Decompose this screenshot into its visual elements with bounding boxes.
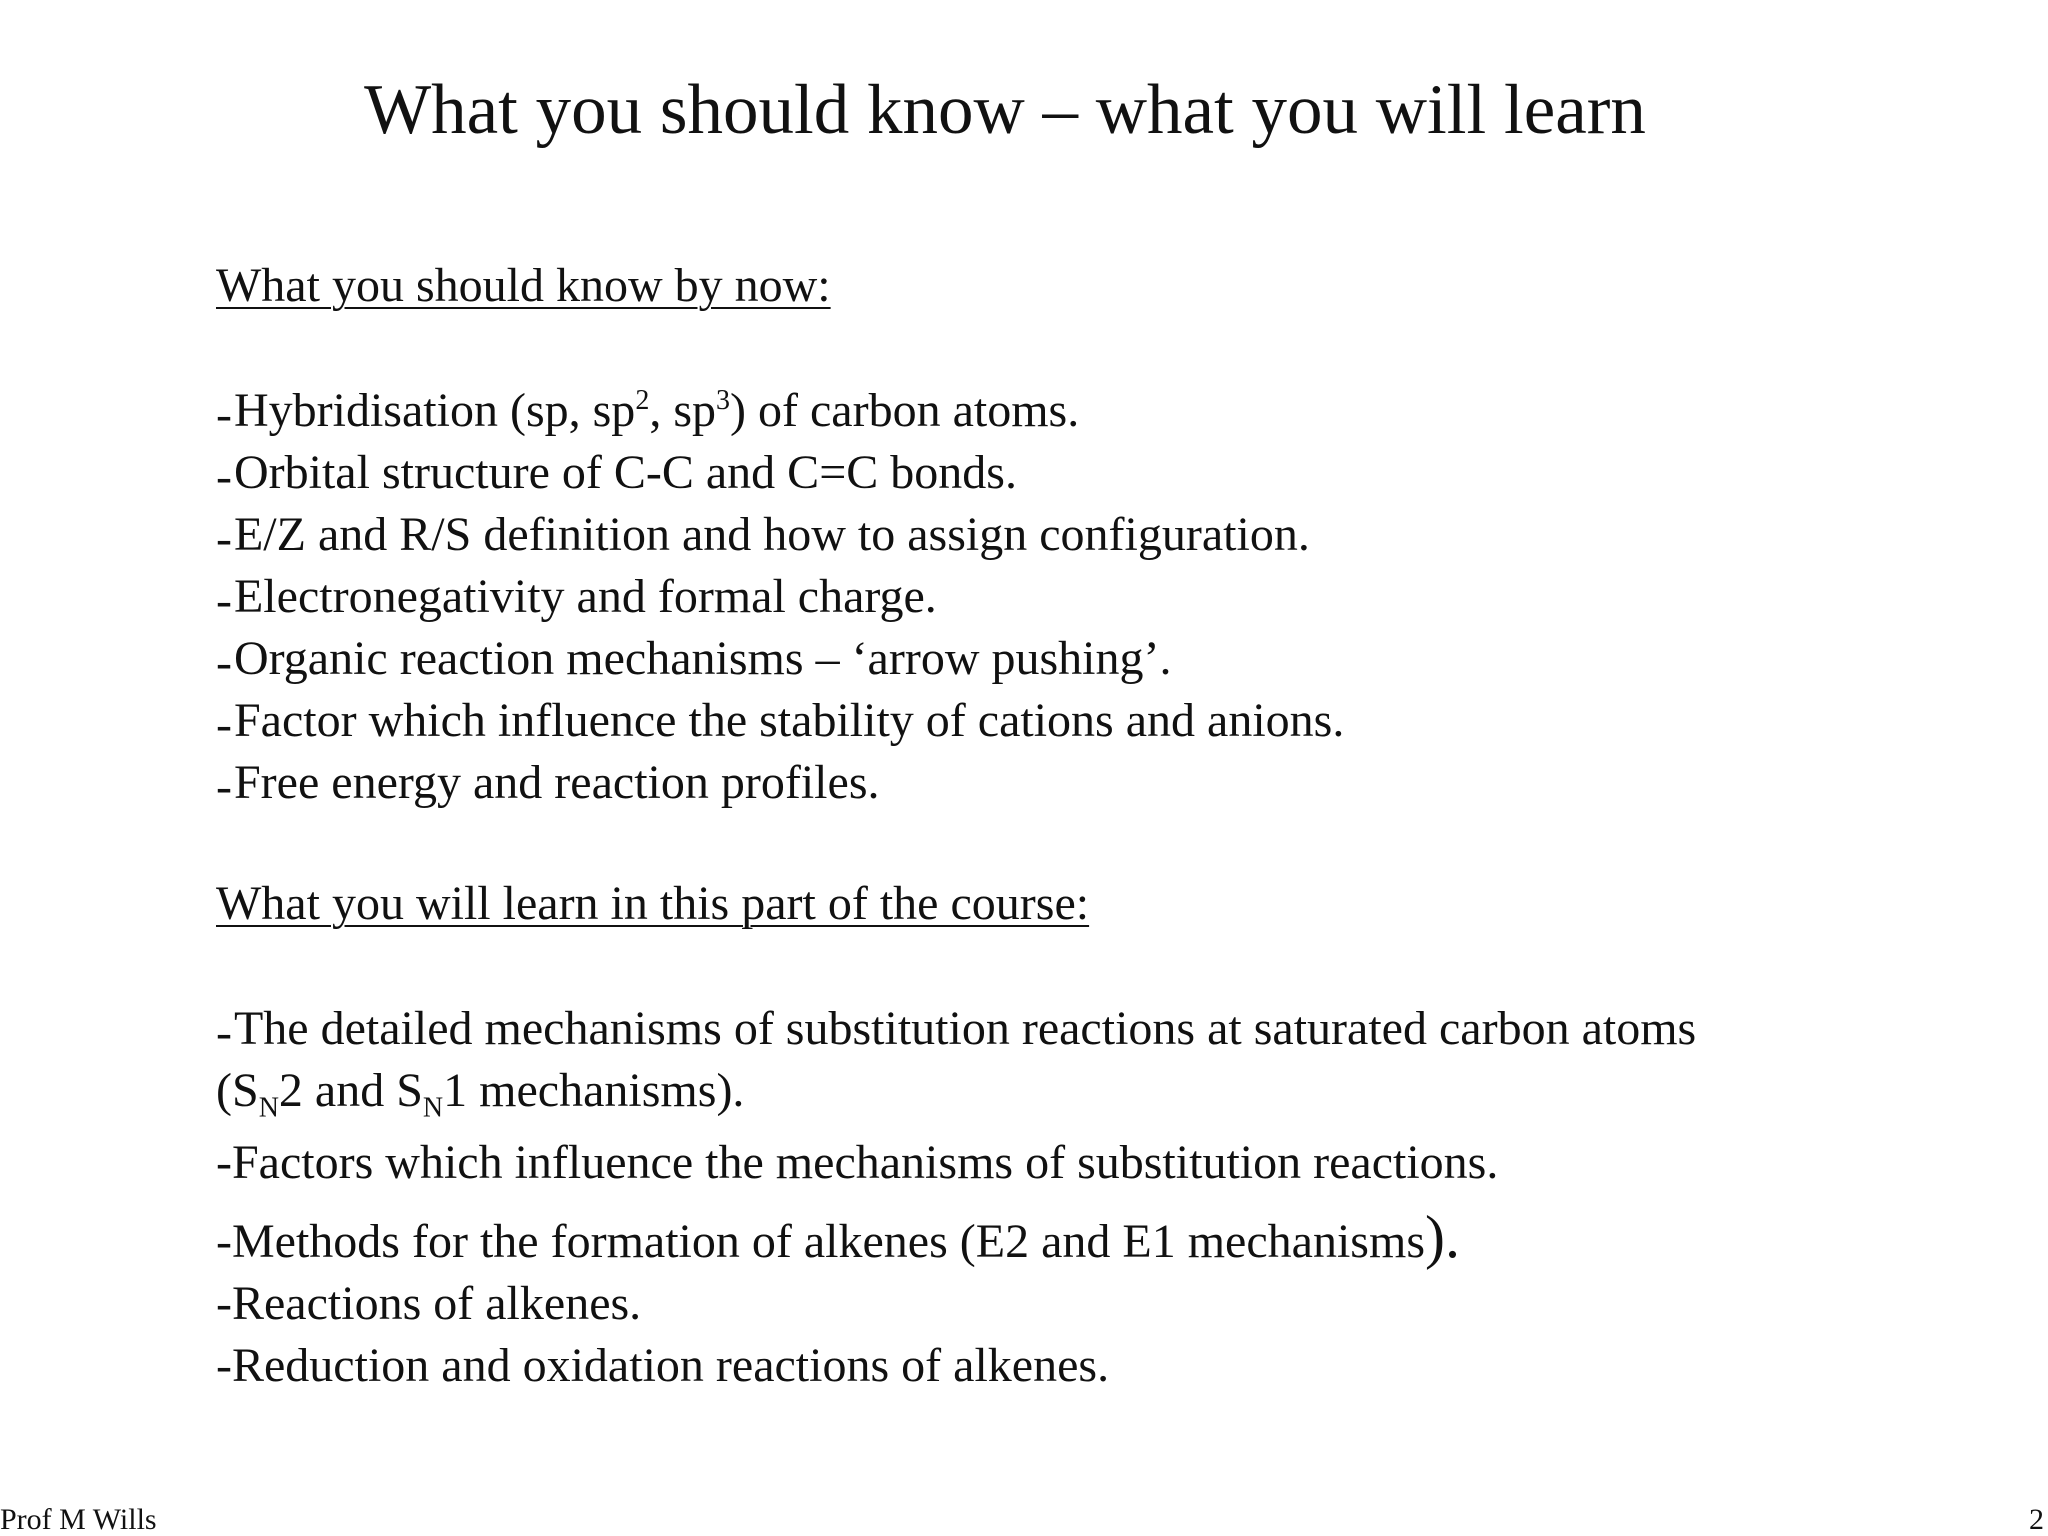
dash-marker: -	[216, 1006, 232, 1059]
dash-marker: -	[216, 636, 232, 689]
list-item-orbital: -Orbital structure of C-C and C=C bonds.	[216, 442, 1344, 504]
dash-marker: -	[216, 698, 232, 751]
list-item-substitution: -The detailed mechanisms of substitution reactions at saturated carbon atoms	[216, 998, 1696, 1060]
list-item-mechanisms: -Organic reaction mechanisms – ‘arrow pushing’.	[216, 628, 1344, 690]
list-item-factors: -Factors which influence the mechanisms of substitution reactions.	[216, 1136, 1499, 1189]
learn-heading: What you will learn in this part of the course:	[216, 877, 1090, 930]
list-item-electronegativity: -Electronegativity and formal charge.	[216, 566, 1344, 628]
list-item-redox: -Reduction and oxidation reactions of alkenes.	[216, 1339, 1110, 1392]
dash-marker: -	[216, 760, 232, 813]
list-item-ez-rs: -E/Z and R/S definition and how to assign configuration.	[216, 504, 1344, 566]
dash-marker: -	[216, 512, 232, 565]
know-list	[216, 380, 1344, 814]
list-item-stability: -Factor which influence the stability of cations and anions.	[216, 690, 1344, 752]
dash-marker: -	[216, 450, 232, 503]
know-heading: What you should know by now:	[216, 259, 831, 312]
list-item-free-energy: -Free energy and reaction profiles.	[216, 752, 1344, 814]
list-item-hybridisation: -Hybridisation (sp, $sp^2$, $sp^3$) of carbon atoms.	[216, 380, 1344, 442]
author-footer: Prof M Wills	[0, 1503, 157, 1536]
list-item-substitution-cont: ($S_N2$ and $S_N1$ mechanisms).	[216, 1064, 745, 1124]
list-item-reactions: -Reactions of alkenes.	[216, 1277, 642, 1330]
page-number: 2	[2029, 1503, 2044, 1536]
dash-marker: -	[216, 388, 232, 441]
slide-title: What you should know – what you will learn	[364, 71, 1646, 149]
list-item-alkenes-formation: -Methods for the formation of alkenes (E2 and E1 mechanisms).	[216, 1204, 1460, 1270]
dash-marker: -	[216, 574, 232, 627]
learn-list	[216, 998, 1696, 1397]
